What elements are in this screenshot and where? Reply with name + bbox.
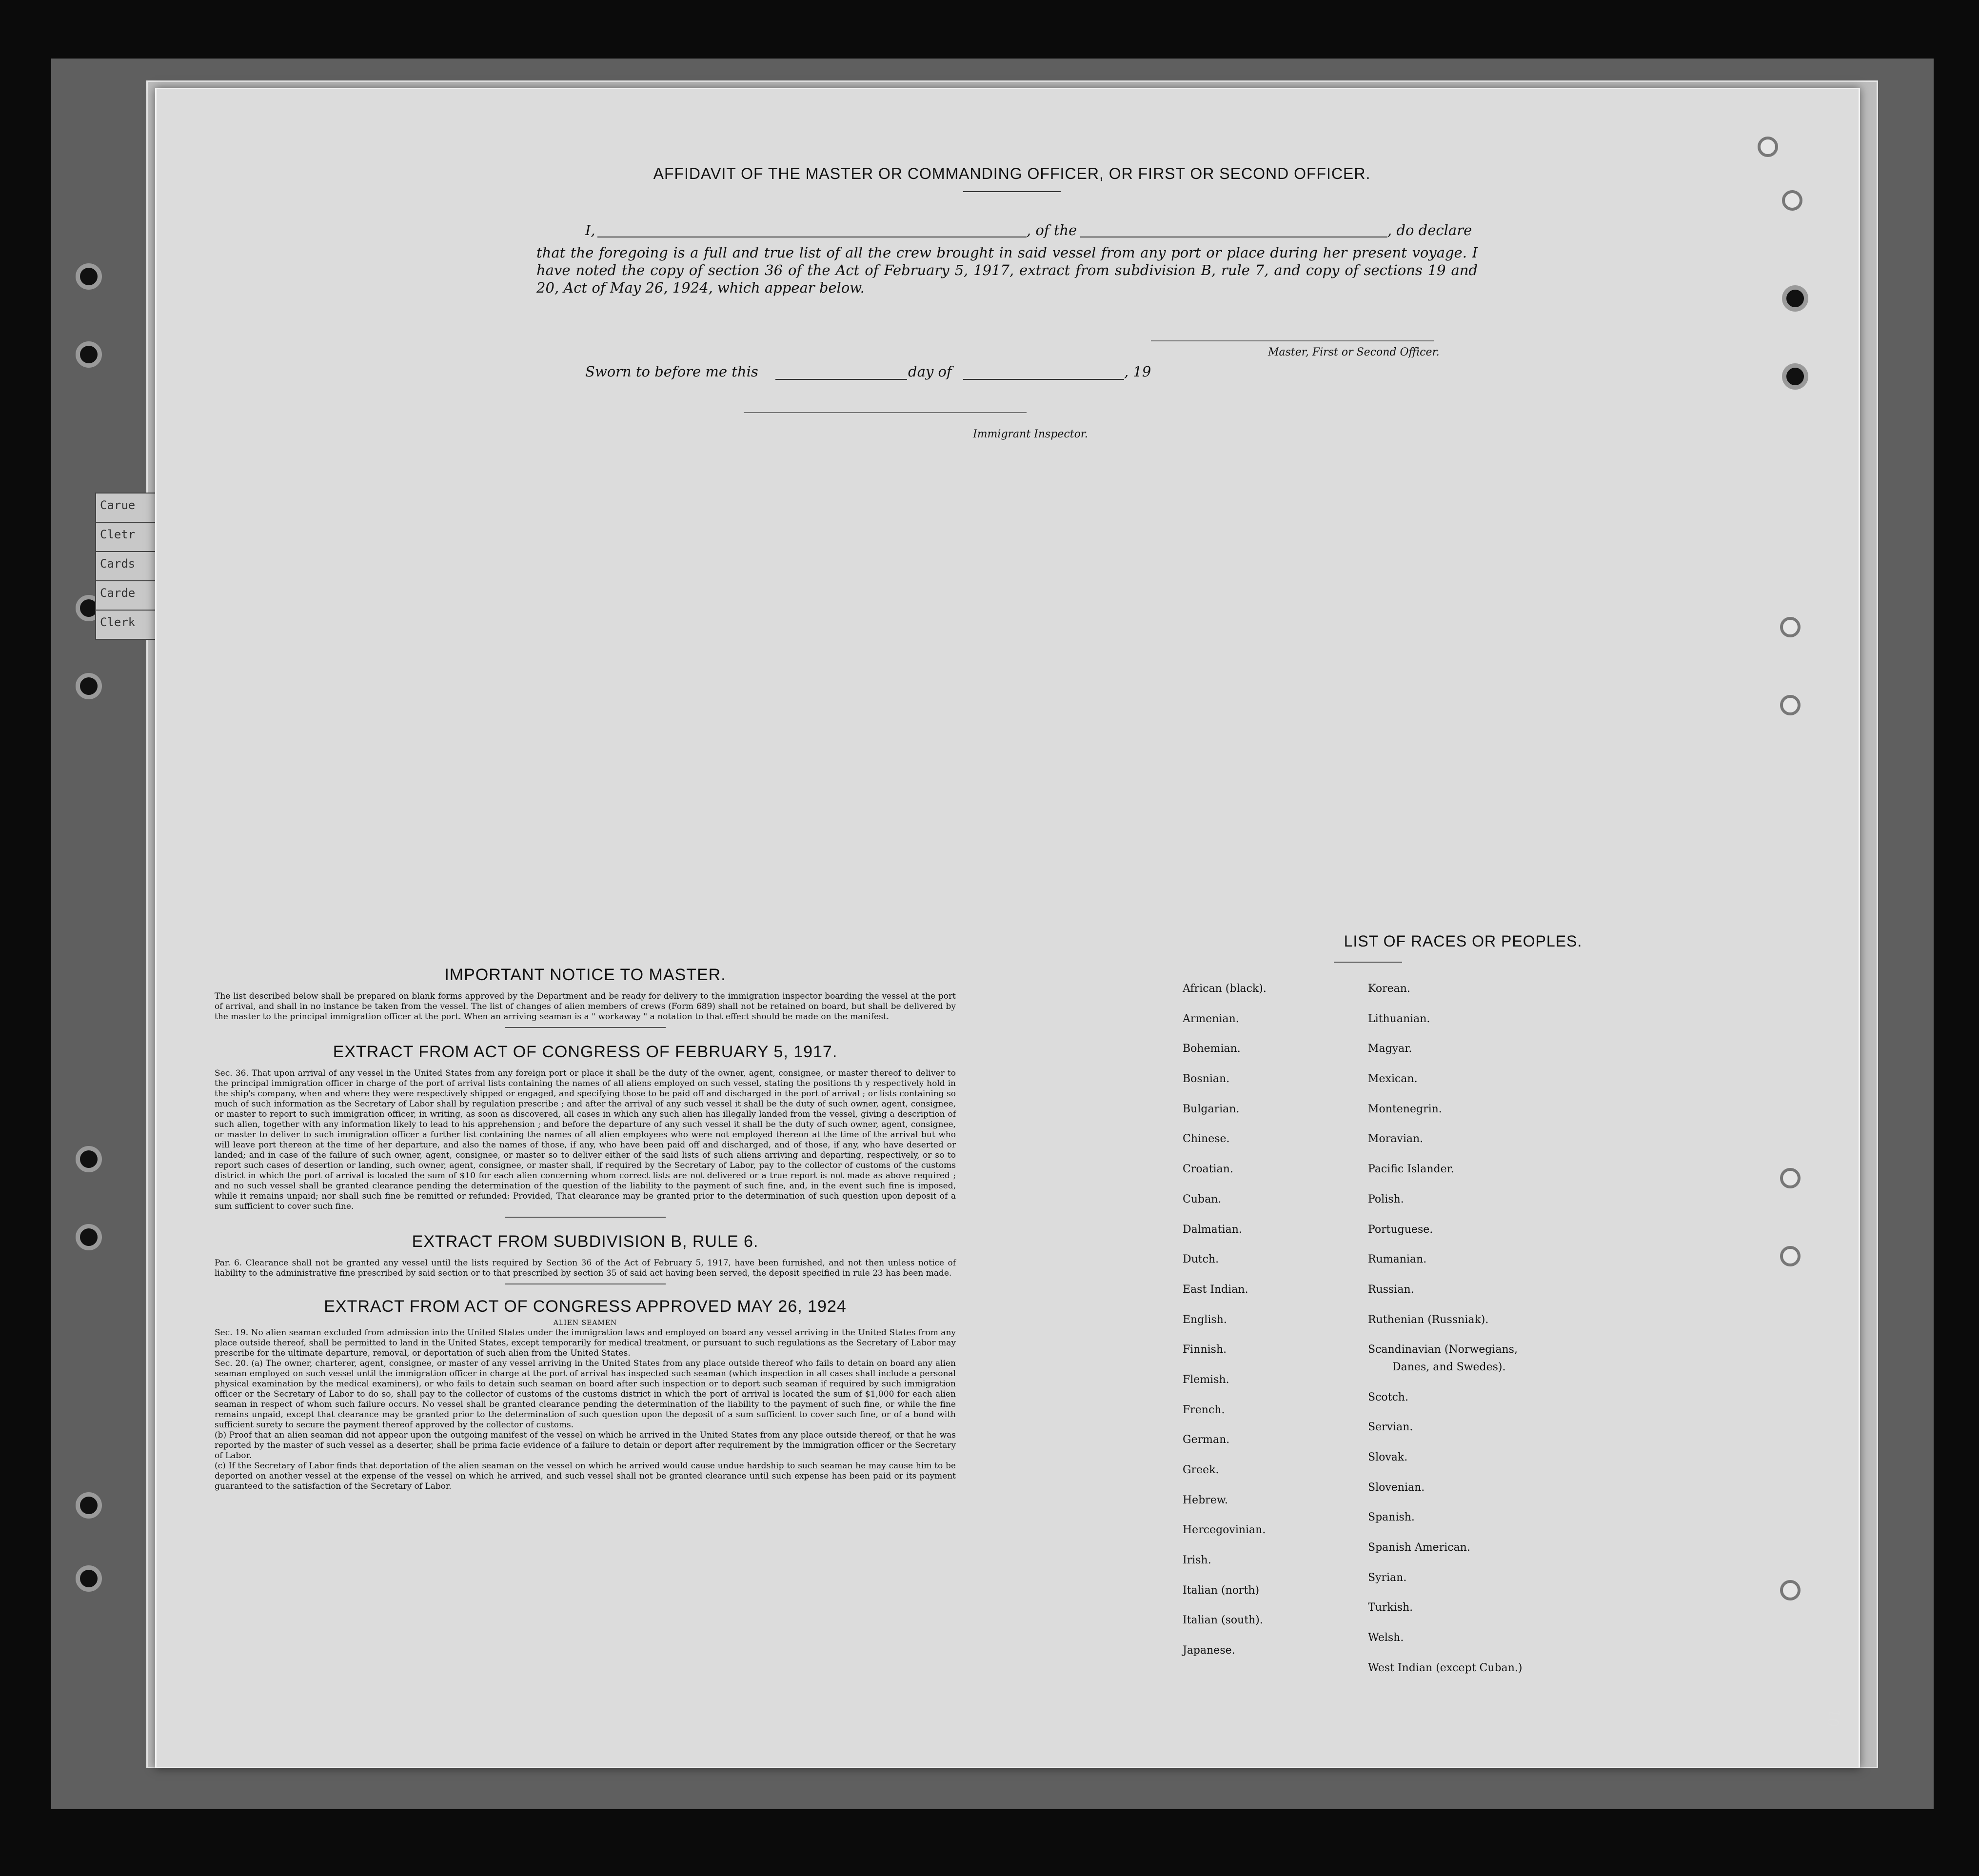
races-title: LIST OF RACES OR PEOPLES. <box>1344 932 1583 950</box>
index-tab: Cletr <box>95 522 173 552</box>
sworn-label: Sworn to before me this <box>585 363 758 380</box>
extract-rule6-text: Par. 6. Clearance shall not be granted any vessel until the lists required by Section 36 of the Act of February 5, 1917, have been furnished, and not then unless notice of liability to the administrative fine prescribed by said section or to that prescribed by section 35 of said act having been served, the deposit specified in rule 23 has been made. <box>215 1258 956 1278</box>
race-item: Hercegovinian. <box>1183 1524 1266 1537</box>
index-tab: Clerk <box>95 610 173 640</box>
binder-hole <box>1780 1246 1801 1266</box>
race-item: Chinese. <box>1183 1133 1230 1145</box>
divider <box>505 1217 666 1218</box>
index-tab: Carde <box>95 580 173 611</box>
binder-hole <box>1782 363 1808 390</box>
race-item: Servian. <box>1368 1421 1413 1434</box>
affidavit-declare-label: , do declare <box>1387 222 1472 238</box>
notice-text: The list described below shall be prepared on blank forms approved by the Department and be ready for delivery to the immigration inspector boarding the vessel at the port of arrival, and shall in no instance be taken from the vessel. The list of changes of alien members of crews (Form 689) shall not be retained on board, but shall be delivered by the master to the principal immigration officer at the port. When an arriving seaman is a " workaway " a notation to that effect should be made on the manifest. <box>215 991 956 1022</box>
race-item: Korean. <box>1368 983 1410 995</box>
index-tab: Carue <box>95 493 173 523</box>
master-signature-line <box>1151 340 1434 341</box>
inspector-signature-line <box>744 412 1027 413</box>
notice-section <box>215 966 956 1492</box>
extract-1924-sec20a: Sec. 20. (a) The owner, charterer, agent, consignee, or master of any vessel arriving in the United States from any place outside thereof who fails to detain on board any alien seaman employed on such vessel until the immigration officer in charge at the port of arrival has inspected such seaman (which inspection in all cases shall include a personal physical examination by the medical examiners), or who fails to detain such seaman on board after such inspection or to deport such seaman if required by such immigration officer or the Secretary of Labor to do so, shall pay to the collector of customs of the customs district in which the port of arrival is located the sum of $1,000 for each alien seaman in respect of whom such failure occurs. No vessel shall be granted clearance pending the determination of the liability to the payment of such fine, or while the fine remains unpaid, except that clearance may be granted prior to the determination of such question upon the deposit of a sum sufficient to cover such fine, or of a bond with sufficient surety to secure the payment thereof approved by the collector of customs. <box>215 1359 956 1430</box>
race-item: Cuban. <box>1183 1193 1222 1205</box>
race-item: Slovenian. <box>1368 1481 1425 1494</box>
extract-1924-title: EXTRACT FROM ACT OF CONGRESS APPROVED MAY 26, 1924 <box>324 1297 847 1316</box>
race-item: Croatian. <box>1183 1163 1233 1176</box>
binder-hole <box>76 263 102 290</box>
race-item: English. <box>1183 1313 1227 1326</box>
binder-hole <box>76 1224 102 1250</box>
race-item: West Indian (except Cuban.) <box>1368 1661 1523 1674</box>
race-item: Flemish. <box>1183 1373 1229 1386</box>
binder-hole <box>1780 695 1801 715</box>
race-item: Bosnian. <box>1183 1073 1230 1086</box>
inspector-signature-label: Immigrant Inspector. <box>973 428 1088 440</box>
race-item: Japanese. <box>1183 1644 1235 1657</box>
race-item: Lithuanian. <box>1368 1012 1430 1025</box>
race-item-continued: Danes, and Swedes). <box>1392 1361 1506 1373</box>
day-of-label: day of <box>908 363 952 380</box>
race-item: Polish. <box>1368 1193 1404 1205</box>
race-item: African (black). <box>1183 983 1267 995</box>
affidavit-title: AFFIDAVIT OF THE MASTER OR COMMANDING OFFICER, OR FIRST OR SECOND OFFICER. <box>653 165 1371 182</box>
binder-hole <box>1780 1168 1801 1188</box>
race-item: Montenegrin. <box>1368 1103 1442 1115</box>
race-item: Dalmatian. <box>1183 1223 1242 1236</box>
extract-1924-sec20b: (b) Proof that an alien seaman did not appear upon the outgoing manifest of the vessel on which he arrived in the United States from any place outside thereof, or that he was reported by the master of such vessel as a deserter, shall be prima facie evidence of a failure to detain or deport after requirement by the immigration officer or the Secretary of Labor. <box>215 1430 956 1461</box>
race-item: Mexican. <box>1368 1073 1418 1086</box>
extract-1924-sec19: Sec. 19. No alien seaman excluded from admission into the United States under the immigration laws and employed on board any vessel arriving in the United States from any place outside thereof, shall be permitted to land in the United States, except temporarily for medical treatment, or pursuant to such regulations as the Secretary of Labor may prescribe for the ultimate departure, removal, or deportation of such alien from the United States. <box>215 1328 956 1358</box>
race-item: Spanish American. <box>1368 1541 1470 1554</box>
race-item: Greek. <box>1183 1464 1219 1476</box>
binder-hole <box>76 673 102 699</box>
race-item: Italian (north) <box>1183 1584 1260 1597</box>
race-item: French. <box>1183 1403 1225 1416</box>
race-item: Pacific Islander. <box>1368 1163 1454 1176</box>
race-item: Turkish. <box>1368 1601 1413 1614</box>
extract-1924-sec20c: (c) If the Secretary of Labor finds that deportation of the alien seaman on the vessel on which he arrived would cause undue hardship to such seaman he may cause him to be deported on another vessel at the expense of the vessel on which he arrived, and such vessel shall not be granted clearance until such expense has been paid or its payment guaranteed to the satisfaction of the Secretary of Labor. <box>215 1461 956 1491</box>
race-item: Finnish. <box>1183 1343 1227 1356</box>
race-item: Magyar. <box>1368 1043 1412 1055</box>
race-item: Welsh. <box>1368 1632 1404 1644</box>
binder-hole <box>76 1565 102 1592</box>
extract-1917-title: EXTRACT FROM ACT OF CONGRESS OF FEBRUARY 5, 1917. <box>333 1043 838 1061</box>
race-item: Russian. <box>1368 1283 1414 1296</box>
binder-hole <box>1782 285 1808 312</box>
binder-hole <box>76 1492 102 1519</box>
affidavit-of-the-label: , of the <box>1027 222 1077 238</box>
race-item: Armenian. <box>1183 1012 1239 1025</box>
page-number: 10 <box>1823 1707 1843 1729</box>
race-item: Dutch. <box>1183 1253 1219 1266</box>
month-blank <box>963 379 1124 380</box>
notice-title: IMPORTANT NOTICE TO MASTER. <box>444 966 726 984</box>
race-item: German. <box>1183 1434 1230 1446</box>
races-column-2 <box>1368 983 1739 1692</box>
race-item: Irish. <box>1183 1554 1211 1567</box>
race-item: Moravian. <box>1368 1133 1424 1145</box>
race-item: Syrian. <box>1368 1571 1407 1584</box>
affidavit-body: that the foregoing is a full and true list of all the crew brought in said vessel from any port or place during her present voyage. I have noted the copy of section 36 of the Act of February 5, 1917, extract from subdivision B, rule 7, and copy of sections 19 and 20, Act of May 26, 1924, which appear below. <box>536 244 1478 296</box>
master-signature-label: Master, First or Second Officer. <box>1268 346 1440 358</box>
race-item: Hebrew. <box>1183 1494 1228 1506</box>
binder-hole <box>1758 137 1778 157</box>
races-title-underline <box>1334 962 1402 963</box>
race-item: East Indian. <box>1183 1283 1248 1296</box>
title-underline <box>963 191 1061 192</box>
race-item: Rumanian. <box>1368 1253 1427 1266</box>
race-item: Slovak. <box>1368 1451 1408 1463</box>
divider <box>505 1027 666 1028</box>
race-item: Scotch. <box>1368 1391 1408 1403</box>
race-item: Bulgarian. <box>1183 1103 1240 1115</box>
binder-hole <box>1780 617 1801 637</box>
race-item: Bohemian. <box>1183 1043 1241 1055</box>
binder-hole <box>76 341 102 368</box>
year-label: , 19 <box>1124 363 1151 380</box>
binder-hole <box>1782 190 1802 211</box>
extract-1917-text: Sec. 36. That upon arrival of any vessel in the United States from any foreign port or place it shall be the duty of the owner, agent, consignee, or master thereof to deliver to the principal immigration officer in charge of the port of arrival lists containing the names of all aliens employed on such vessel, stating the positions th y respectively hold in the ship's company, when and where they were respectively shipped or engaged, and specifying those to be paid off and discharged in the port of arrival ; or lists containing so much of such information as the Secretary of Labor shall by regulation prescribe ; and after the arrival of any such vessel it shall be the duty of such owner, agent, consignee, or master to report to such immigration officer, in writing, as soon as discovered, all cases in which any such alien has illegally landed from the vessel, giving a description of such alien, together with any information likely to lead to his apprehension ; and before the departure of any such vessel it shall be the duty of such owner, agent, consignee, or master to deliver to such immigration officer a further list containing the names of all alien employees who were not employed thereon at the time of the arrival but who will leave port thereon at the time of her departure, and also the names of those, if any, who have been paid off and discharged, and of those, if any, who have deserted or landed; and in case of the failure of such owner, agent, consignee, or master so to deliver either of the said lists of such aliens arriving and departing, respectively, or so to report such cases of desertion or landing, such owner, agent, consignee, or master shall, if required by the Secretary of Labor, pay to the collector of customs of the customs district in which the port of arrival is located the sum of $10 for each alien concerning whom correct lists are not delivered or a true report is not made as above required ; and no such vessel shall be granted clearance pending the determination of the question of the liability to the payment of such fine, and, in the event such fine is imposed, while it remains unpaid; nor shall such fine be remitted or refunded: Provided, That clearance may be granted prior to the determination of such question upon deposit of a sum sufficient to cover such fine. <box>215 1068 956 1211</box>
race-item: Portuguese. <box>1368 1223 1433 1236</box>
race-item: Spanish. <box>1368 1511 1415 1524</box>
binder-hole <box>76 1146 102 1172</box>
race-item: Ruthenian (Russniak). <box>1368 1313 1489 1326</box>
binder-hole <box>1780 1580 1801 1600</box>
index-tab: Cards <box>95 551 173 581</box>
race-item: Scandinavian (Norwegians, <box>1368 1343 1518 1356</box>
day-blank <box>775 379 907 380</box>
affidavit-i-label: I, <box>585 222 595 238</box>
extract-rule6-title: EXTRACT FROM SUBDIVISION B, RULE 6. <box>412 1232 759 1251</box>
extract-1924-subtitle: ALIEN SEAMEN <box>553 1319 617 1327</box>
race-item: Italian (south). <box>1183 1614 1263 1627</box>
